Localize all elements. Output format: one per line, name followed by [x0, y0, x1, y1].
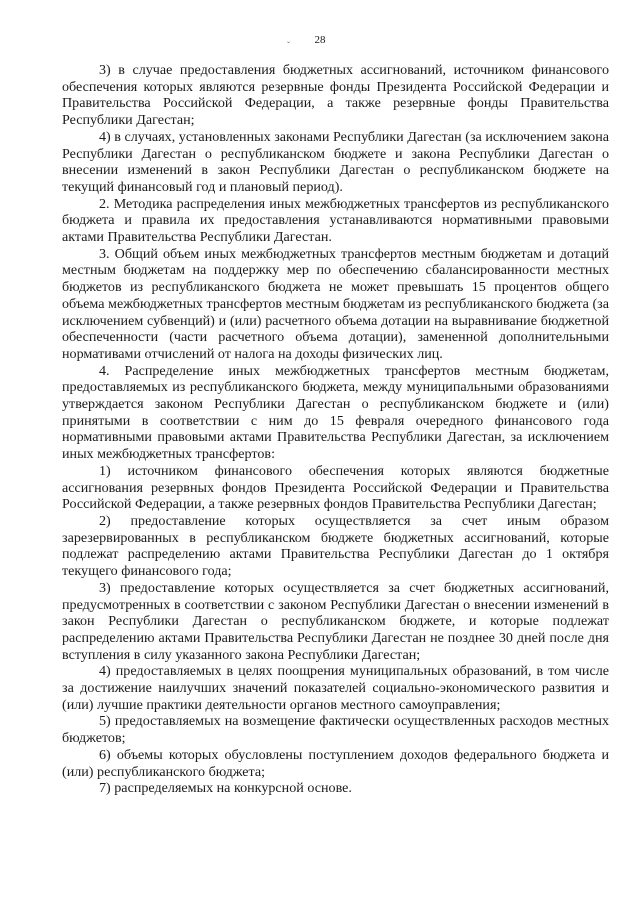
paragraph: 3) в случае предоставления бюджетных ассигнований, источником финансового обеспечения которых являются резервные фонды Президента Российской Федерации и Правительства Российской Федерации, а также резервные фонды Правительства Республики Дагестан;: [62, 62, 609, 129]
paragraph: 1) источником финансового обеспечения которых являются бюджетные ассигнования резервных фондов Президента Российской Федерации и Правительства Российской Федерации, а также резервных фондов Правительства Республики Дагестан;: [62, 462, 609, 513]
document-body: [62, 62, 609, 797]
paragraph: 7) распределяемых на конкурсной основе.: [99, 780, 352, 797]
paragraph: 3. Общий объем иных межбюджетных трансфертов местным бюджетам и дотаций местным бюджетам на поддержку мер по обеспечению сбалансированности местных бюджетов из республиканского бюджета не может превышать 15 процентов общего объема межбюджетных трансфертов местным бюджетам из республиканского бюджета (за исключением субвенций) и (или) расчетного объема дотации на выравнивание бюджетной обеспеченности (части расчетного объема дотации), замененной дополнительными нормативами отчислений от налога на доходы физических лиц.: [62, 245, 609, 362]
scan-mark: ˇ: [287, 40, 290, 50]
paragraph: 4) в случаях, установленных законами Республики Дагестан (за исключением закона Республики Дагестан о республиканском бюджете и закона Республики Дагестан о внесении изменений в закон Республики Дагестан о республиканском бюджете на текущий финансовый год и плановый период).: [62, 128, 609, 195]
paragraph: 4) предоставляемых в целях поощрения муниципальных образований, в том числе за достижение наилучших значений показателей социально-экономического развития и (или) лучшие практики деятельности органов местного самоуправления;: [62, 663, 609, 713]
paragraph: 4. Распределение иных межбюджетных трансфертов местным бюджетам, предоставляемых из республиканского бюджета, между муниципальными образованиями утверждается законом Республики Дагестан о республиканском бюджете и (или) принятыми в соответствии с ним до 15 февраля очередного финансового года нормативными правовыми актами Правительства Республики Дагестан, за исключением иных межбюджетных трансфертов:: [62, 362, 609, 463]
paragraph: 2. Методика распределения иных межбюджетных трансфертов из республиканского бюджета и правила их предоставления устанавливаются нормативными правовыми актами Правительства Республики Дагестан.: [62, 195, 609, 246]
page-number: 28: [314, 34, 326, 46]
paragraph: 3) предоставление которых осуществляется за счет бюджетных ассигнований, предусмотренных в соответствии с законом Республики Дагестан о внесении изменений в закон Республики Дагестан о республиканском бюджете, и которые подлежат распределению актами Правительства Республики Дагестан не позднее 30 дней после дня вступления в силу указанного закона Республики Дагестан;: [62, 579, 609, 663]
paragraph: 2) предоставление которых осуществляется за счет иным образом зарезервированных в республиканском бюджете бюджетных ассигнований, которые подлежат распределению актами Правительства Республики Дагестан до 1 октября текущего финансового года;: [62, 512, 609, 580]
paragraph: 5) предоставляемых на возмещение фактически осуществленных расходов местных бюджетов;: [62, 713, 609, 747]
paragraph: 6) объемы которых обусловлены поступлением доходов федерального бюджета и (или) республиканского бюджета;: [62, 746, 609, 780]
